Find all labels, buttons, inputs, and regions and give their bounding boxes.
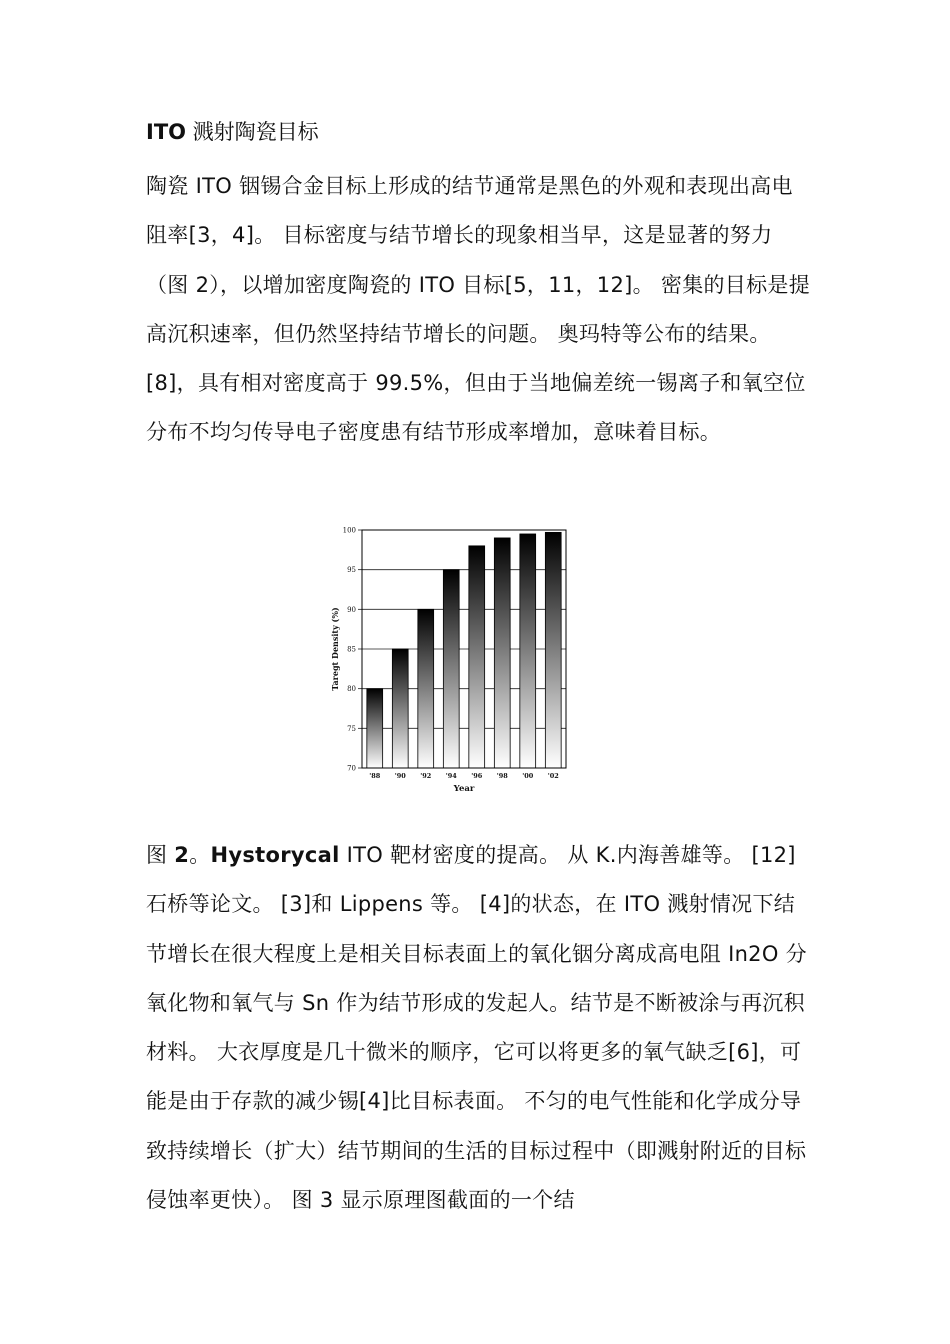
- x-tick-label: '02: [547, 772, 559, 780]
- y-tick-label: 75: [347, 724, 356, 733]
- y-tick-label: 85: [347, 645, 356, 654]
- caption-prefix: 图: [146, 843, 175, 867]
- y-axis-label: Taregt Density (%): [330, 607, 340, 691]
- bar: [443, 570, 459, 768]
- heading-bold: ITO: [146, 120, 186, 144]
- density-bar-chart: [320, 518, 580, 798]
- section-heading: [146, 116, 319, 148]
- paragraph-1: 陶瓷 ITO 铟锡合金目标上形成的结节通常是黑色的外观和表现出高电阻率[3，4]。 目标密度与结节增长的现象相当早，这是显著的努力（图 2），以增加密度陶瓷的 ITO 目标[5，11，12]。 密集的目标是提高沉积速率，但仍然坚持结节增长的问题。 奥玛特等公布的结果。 [8]，具有相对密度高于 99.5%，但由于当地偏差统一锡离子和氧空位分布不均匀传导电子密度患有结节形成率增加，意味着目标。: [146, 174, 810, 445]
- bar: [520, 534, 536, 768]
- y-tick-label: 70: [347, 764, 356, 773]
- x-tick-label: '00: [522, 772, 534, 780]
- caption-bold-word: Hystorycal: [210, 843, 340, 867]
- heading-text: 溅射陶瓷目标: [186, 120, 319, 144]
- x-tick-label: '94: [445, 772, 457, 780]
- caption-fig-number: 2: [174, 843, 190, 867]
- caption-text: ITO 靶材密度的提高。 从 K.内海善雄等。 [12] 石桥等论文。 [3]和 Lippens 等。 [4]的状态，在 ITO 溅射情况下结节增长在很大程度上是相关目标表面上的氧化铟分离成高电阻 In2O 分氧化物和氧气与 Sn 作为结节形成的发起人。结节是不断被涂与再沉积材料。 大衣厚度是几十微米的顺序，它可以将更多的氧气缺乏[6]，可能是由于存款的减少锡[4]比目标表面。 不匀的电气性能和化学成分导致持续增长（扩大）结节期间的生活的目标过程中（即溅射附近的目标侵蚀率更快）。 图 3 显示原理图截面的一个结: [146, 843, 807, 1213]
- bar: [494, 538, 510, 768]
- figure-caption: [146, 831, 810, 1225]
- bar: [469, 546, 485, 768]
- caption-sep: 。: [189, 843, 211, 867]
- y-tick-label: 100: [342, 526, 356, 535]
- y-tick-label: 80: [347, 685, 356, 694]
- x-tick-label: '92: [420, 772, 432, 780]
- x-tick-label: '96: [471, 772, 483, 780]
- bar: [367, 689, 383, 768]
- x-axis-label: Year: [453, 784, 475, 794]
- x-tick-label: '88: [369, 772, 381, 780]
- bar: [392, 649, 408, 768]
- bar: [418, 609, 434, 768]
- y-tick-label: 95: [347, 566, 356, 575]
- y-tick-label: 90: [347, 605, 356, 614]
- bar: [545, 532, 561, 768]
- x-tick-label: '98: [496, 772, 508, 780]
- x-tick-label: '90: [394, 772, 406, 780]
